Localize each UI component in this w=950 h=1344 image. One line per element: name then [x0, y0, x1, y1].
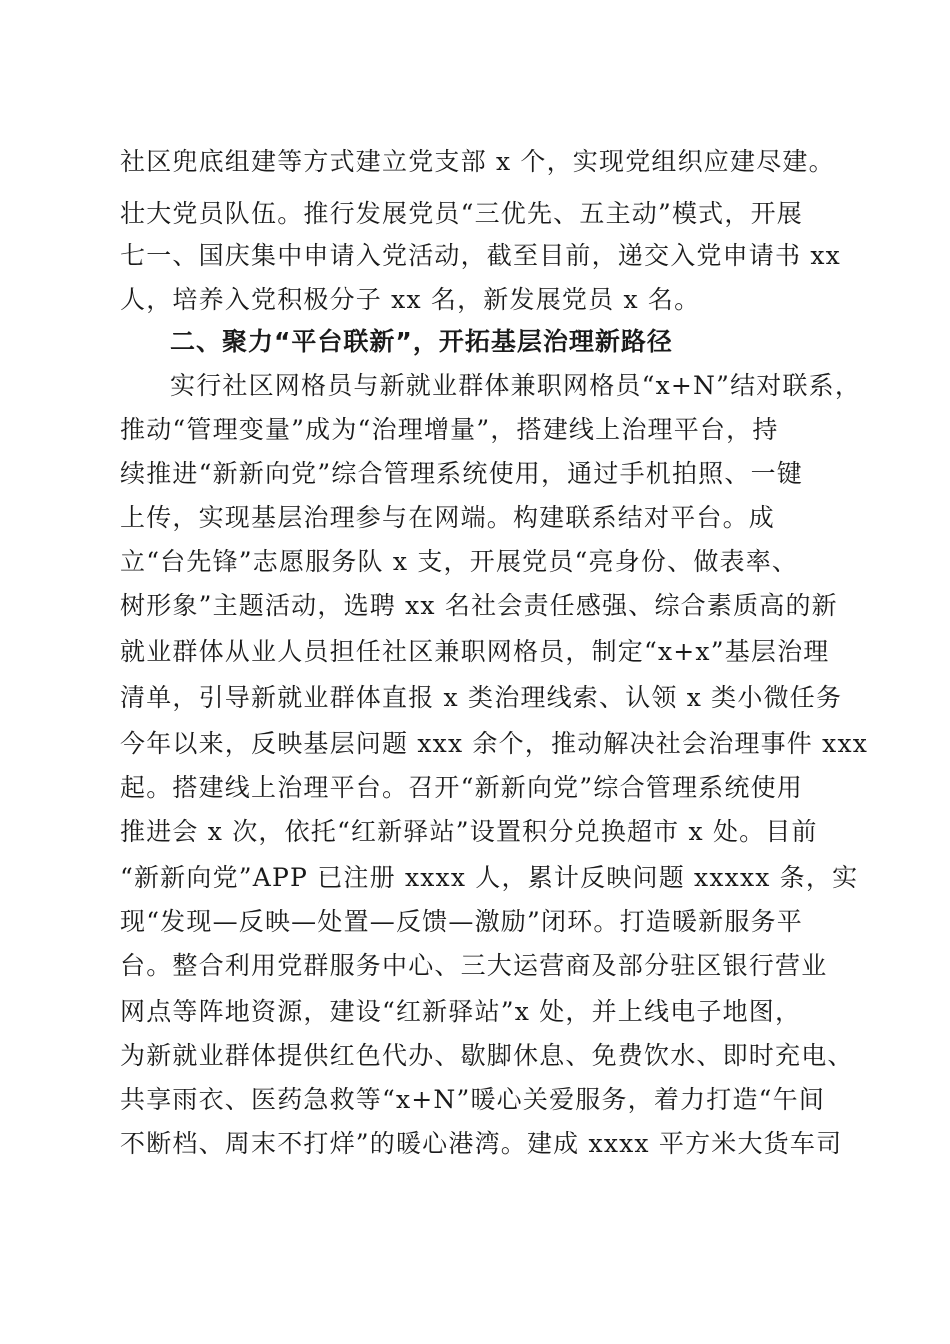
text-line: 现“发现—反映—处置—反馈—激励”闭环。打造暖新服务平	[120, 907, 803, 936]
text-line: 清单，引导新就业群体直报 x 类治理线索、认领 x 类小微任务	[120, 683, 843, 712]
text-line: 起。搭建线上治理平台。召开“新新向党”综合管理系统使用	[120, 773, 803, 802]
text-line: 为新就业群体提供红色代办、歇脚休息、免费饮水、即时充电、	[120, 1041, 854, 1070]
text-line: 人，培养入党积极分子 xx 名，新发展党员 x 名。	[120, 285, 701, 314]
text-line: 共享雨衣、医药急救等“x+N”暖心关爱服务，着力打造“午间	[120, 1085, 826, 1114]
text-line: “新新向党”APP 已注册 xxxx 人，累计反映问题 xxxxx 条，实	[120, 863, 859, 892]
text-line: 续推进“新新向党”综合管理系统使用，通过手机拍照、一键	[120, 459, 803, 488]
text-line: 立“台先锋”志愿服务队 x 支，开展党员“亮身份、做表率、	[120, 547, 799, 576]
text-line: 不断档、周末不打烊”的暖心港湾。建成 xxxx 平方米大货车司	[120, 1129, 843, 1158]
text-line: 台。整合利用党群服务中心、三大运营商及部分驻区银行营业	[120, 951, 828, 980]
text-line: 推进会 x 次，依托“红新驿站”设置积分兑换超市 x 处。目前	[120, 817, 818, 846]
text-line: 今年以来，反映基层问题 xxx 余个，推动解决社会治理事件 xxx	[120, 729, 869, 758]
text-line: 树形象”主题活动，选聘 xx 名社会责任感强、综合素质高的新	[120, 591, 838, 620]
text-line: 实行社区网格员与新就业群体兼职网格员“x+N”结对联系，	[170, 371, 862, 400]
text-line: 社区兜底组建等方式建立党支部 x 个，实现党组织应建尽建。	[120, 147, 835, 176]
section-heading: 二、聚力“平台联新”，开拓基层治理新路径	[170, 327, 673, 356]
text-line: 就业群体从业人员担任社区兼职网格员，制定“x+x”基层治理	[120, 637, 830, 666]
text-line: 壮大党员队伍。推行发展党员“三优先、五主动”模式，开展	[120, 199, 803, 228]
text-line: 七一、国庆集中申请入党活动，截至目前，递交入党申请书 xx	[120, 241, 841, 270]
text-line: 推动“管理变量”成为“治理增量”，搭建线上治理平台，持	[120, 415, 779, 444]
text-line: 上传，实现基层治理参与在网端。构建联系结对平台。成	[120, 503, 776, 532]
text-line: 网点等阵地资源，建设“红新驿站”x 处，并上线电子地图，	[120, 997, 802, 1026]
